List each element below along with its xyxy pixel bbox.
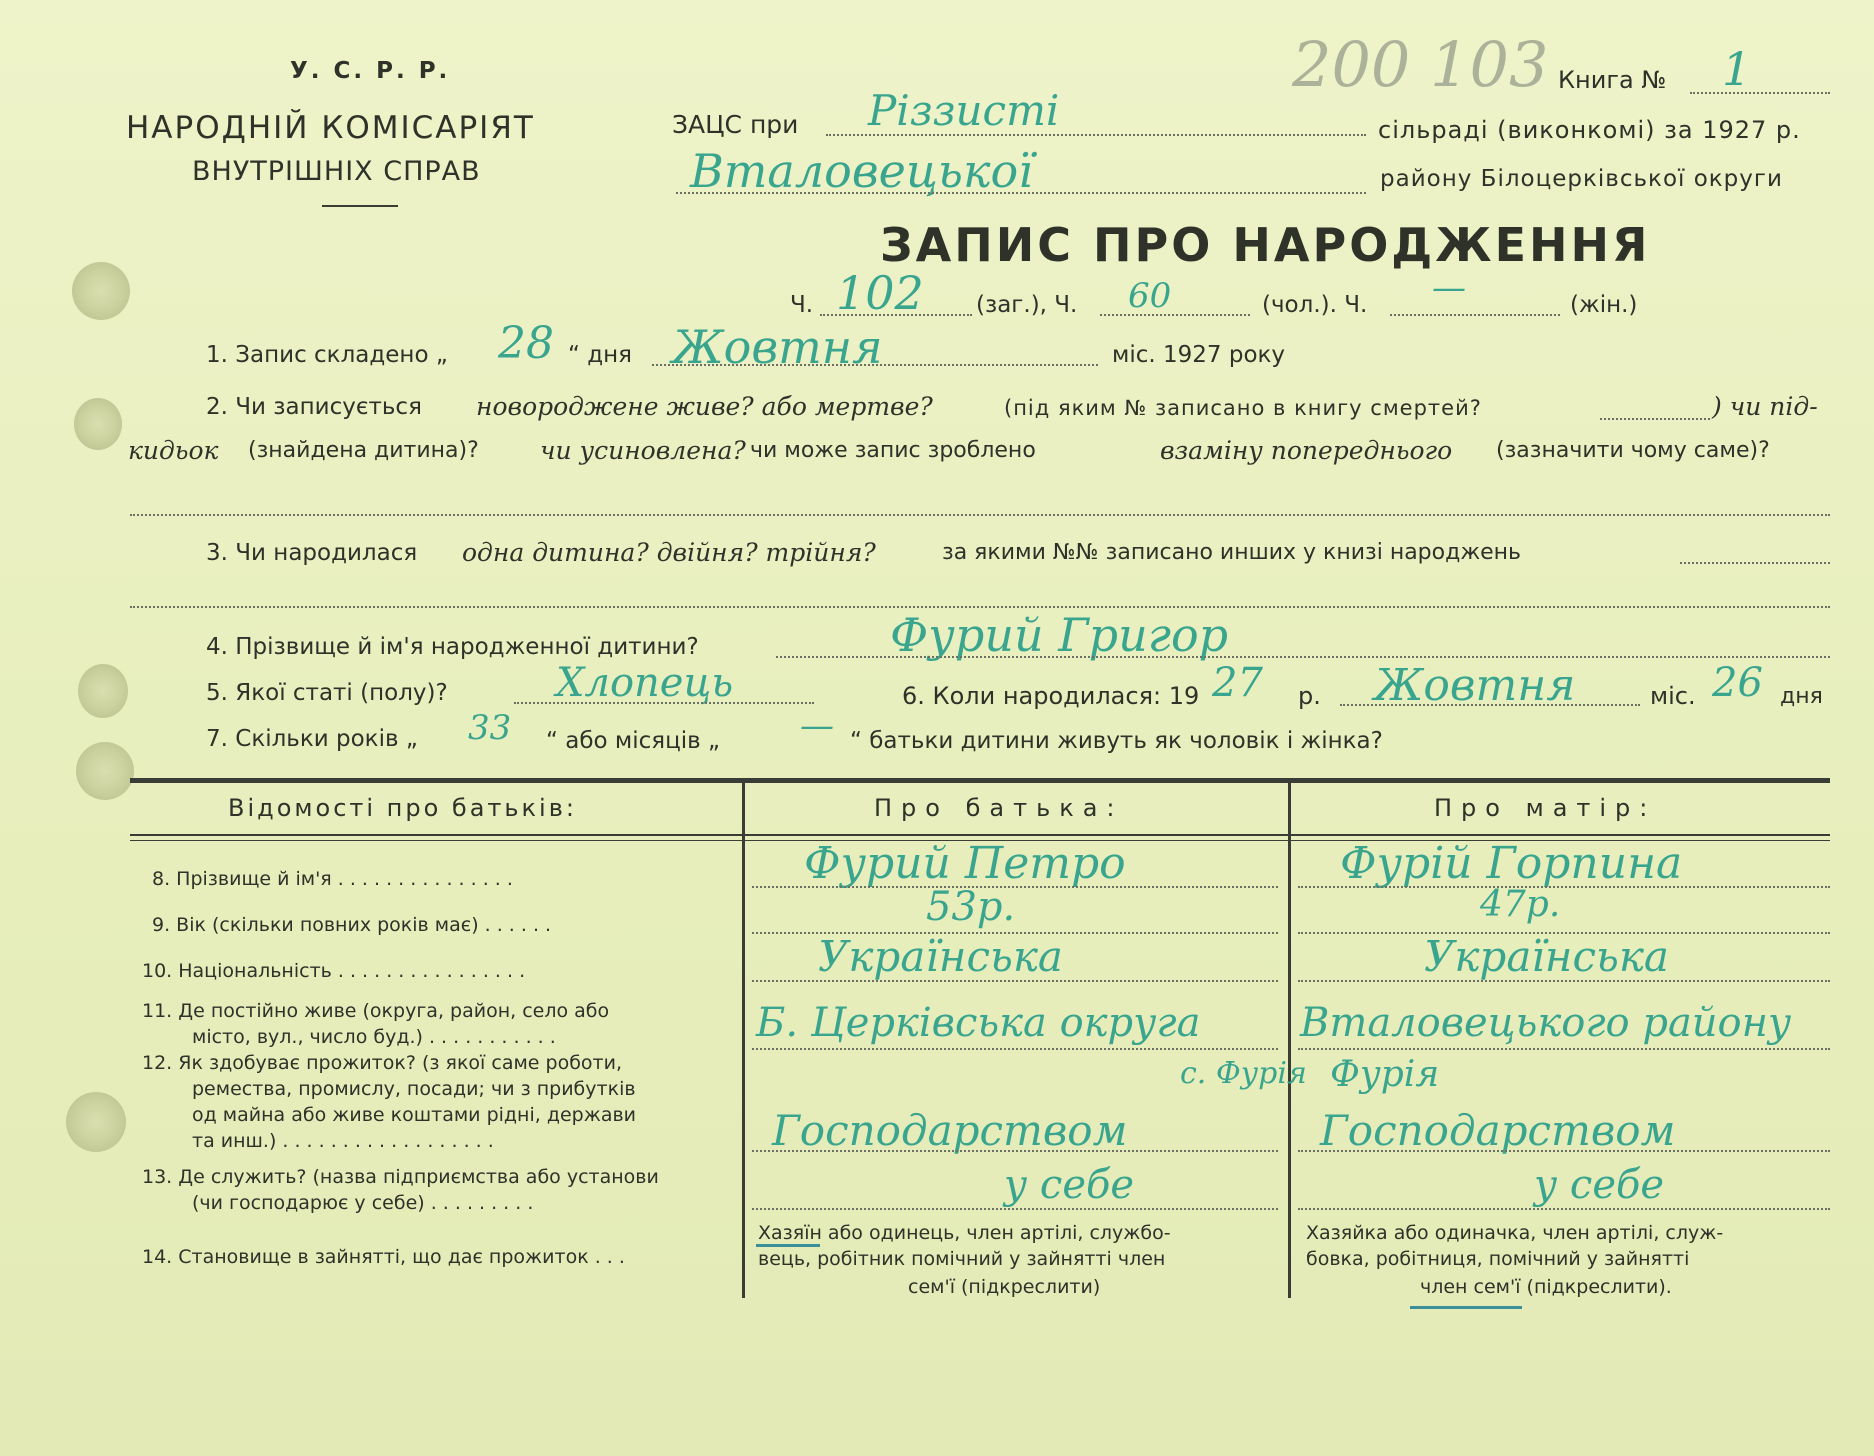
female-label: (жін.) — [1570, 292, 1638, 318]
row8-father: Фурий Петро — [804, 838, 1126, 889]
male-number: 60 — [1128, 276, 1172, 316]
book-line — [1690, 92, 1830, 94]
father-underline — [756, 1244, 820, 1247]
row8-mother: Фурій Горпина — [1340, 838, 1683, 889]
q3-italic: одна дитина? двійня? трійня? — [462, 538, 876, 567]
council-text: сільраді (виконкомі) за 1927 р. — [1378, 116, 1801, 144]
zags-handwritten-2: Вталовецької — [690, 144, 1033, 198]
row12-line-m — [1298, 1150, 1830, 1152]
table-top-rule — [130, 778, 1830, 783]
q3-num: 3. Чи народилася — [206, 540, 418, 566]
q6-text: 6. Коли народилася: 19 — [902, 682, 1200, 710]
row11-label2: місто, вул., число буд.) . . . . . . . . . . . — [192, 1026, 556, 1048]
q2-text-2: (під яким № записано в книгу смертей? — [1004, 396, 1482, 420]
q2-blank-line — [130, 514, 1830, 516]
female-line — [1390, 314, 1560, 316]
row14-label: 14. Становище в зайнятті, що дає прожиток . . . — [142, 1246, 625, 1268]
row9-label: 9. Вік (скільки повних років має) . . . . . . — [152, 914, 552, 936]
male-label: (чол.). Ч. — [1262, 292, 1368, 318]
q2-line2-italic: кидьок — [128, 436, 219, 465]
q4-text: 4. Прізвище й ім'я народженної дитини? — [206, 634, 699, 660]
q2-italic-2: ) чи під- — [1712, 392, 1818, 421]
binding-hole — [66, 1092, 126, 1152]
row14-father-line3: сем'ї (підкреслити) — [908, 1276, 1101, 1298]
binding-hole — [72, 262, 130, 320]
table-col1-header: Відомості про батьків: — [228, 794, 577, 822]
q6-month: Жовтня — [1374, 660, 1576, 711]
book-number: 1 — [1722, 42, 1752, 96]
q7-years: 33 — [468, 708, 512, 748]
row12-label2: ремества, промислу, посади; чи з прибутків — [192, 1078, 636, 1100]
row11-line-f — [752, 1048, 1278, 1050]
row10-line-f — [752, 980, 1278, 982]
page-title: ЗАПИС ПРО НАРОДЖЕННЯ — [880, 218, 1651, 272]
row11-father-village: с. Фурія — [1180, 1056, 1307, 1091]
q6-month-line — [1340, 704, 1640, 706]
row13-mother: у себе — [1534, 1162, 1665, 1208]
row11-mother: Вталовецького району — [1300, 1000, 1792, 1046]
row14-mother-line3: член сем'ї (підкреслити). — [1420, 1276, 1672, 1298]
q1-day: 28 — [498, 318, 554, 369]
binding-hole — [74, 398, 122, 450]
q2-death-line — [1600, 418, 1710, 420]
general-line — [820, 314, 972, 316]
row12-label4: та инш.) . . . . . . . . . . . . . . . . . . — [192, 1130, 494, 1152]
district-text: району Білоцерківської округи — [1380, 166, 1783, 192]
row13-line-f — [752, 1208, 1278, 1210]
row10-mother: Українська — [1424, 932, 1669, 981]
q6-day: 26 — [1712, 660, 1763, 706]
q6-year: 27 — [1212, 660, 1263, 706]
row12-mother: Господарством — [1320, 1106, 1676, 1155]
q5-line — [514, 702, 814, 704]
table-col3-header: Про матір: — [1434, 794, 1657, 822]
row13-father: у себе — [1004, 1162, 1135, 1208]
zags-line-1 — [826, 134, 1366, 136]
q4-value: Фурий Григор — [890, 608, 1229, 662]
q3-line — [1680, 562, 1830, 564]
q2-line2-text2: чи може запис зроблено — [750, 438, 1036, 463]
q1-month: Жовтня — [672, 320, 883, 374]
q6-mis: міс. — [1650, 682, 1696, 710]
row14-mother-line1: Хазяйка або одиначка, член артілі, служ- — [1306, 1222, 1724, 1244]
q7-months: — — [800, 706, 834, 746]
q7-text-b: “ або місяців „ — [546, 728, 720, 754]
q2-line2-italic3: взаміну попереднього — [1160, 436, 1453, 465]
table-col-divider-2 — [1288, 782, 1291, 1298]
row8-label: 8. Прізвище й ім'я . . . . . . . . . . . . . . . — [152, 868, 513, 890]
pencil-number: 200 103 — [1292, 28, 1549, 101]
q3-text: за якими №№ записано инших у книзі народжень — [942, 540, 1522, 565]
male-line — [1100, 314, 1250, 316]
table-header-rule — [130, 834, 1830, 836]
binding-hole — [76, 742, 134, 800]
row8-line-m — [1298, 886, 1830, 888]
q4-line — [776, 656, 1830, 658]
zags-line-2 — [676, 192, 1366, 194]
row12-label3: од майна або живе коштами рідні, держави — [192, 1104, 637, 1126]
q6-r: р. — [1298, 682, 1321, 710]
row10-father: Українська — [818, 932, 1063, 981]
q1-text-c: міс. 1927 року — [1112, 342, 1286, 368]
general-label: (заг.), Ч. — [976, 292, 1078, 318]
q6-dnia: дня — [1780, 684, 1823, 709]
q1-month-line — [652, 364, 1098, 366]
row9-father: 53р. — [926, 884, 1016, 930]
table-col2-header: Про батька: — [874, 794, 1124, 822]
row13-label: 13. Де служить? (назва підприємства або установи — [142, 1166, 659, 1188]
commissariat-line1: НАРОДНІЙ КОМІСАРІЯТ — [126, 110, 535, 146]
q1-text-b: “ дня — [568, 342, 633, 368]
q7-text-a: 7. Скільки років „ — [206, 726, 418, 752]
book-label: Книга № — [1558, 66, 1667, 94]
row12-line-f — [752, 1150, 1278, 1152]
q7-text-c: “ батьки дитини живуть як чоловік і жінка? — [850, 728, 1383, 754]
row10-line-m — [1298, 980, 1830, 982]
q5-text: 5. Якої статі (полу)? — [206, 680, 448, 706]
general-number: 102 — [836, 266, 924, 320]
ch-label: Ч. — [790, 292, 814, 318]
table-col-divider-1 — [742, 782, 745, 1298]
zags-label: ЗАЦС при — [672, 110, 799, 139]
binding-hole — [78, 664, 128, 718]
mother-underline — [1410, 1306, 1522, 1309]
row14-father-line1: Хазяїн або одинець, член артілі, службо- — [758, 1222, 1171, 1244]
row9-mother: 47р. — [1480, 884, 1561, 925]
usrr-label: У. С. Р. Р. — [290, 58, 451, 84]
row14-father-line2: вець, робітник помічний у зайнятті член — [758, 1248, 1166, 1270]
row11-father: Б. Церківська округа — [756, 1000, 1201, 1046]
q5-value: Хлопець — [556, 660, 734, 706]
divider — [322, 205, 398, 207]
row11-label: 11. Де постійно живе (округа, район, село або — [142, 1000, 610, 1022]
q2-italic-1: новороджене живе? або мертве? — [476, 392, 933, 421]
row11-mother-village: Фурія — [1330, 1054, 1440, 1095]
commissariat-line2: ВНУТРІШНІХ СПРАВ — [192, 156, 481, 187]
row10-label: 10. Національність . . . . . . . . . . . . . . . . — [142, 960, 526, 982]
zags-handwritten-1: Різзисті — [868, 86, 1060, 135]
row13-line-m — [1298, 1208, 1830, 1210]
q2-num: 2. Чи записується — [206, 394, 422, 420]
female-number: — — [1432, 268, 1466, 308]
q2-line2-text1: (знайдена дитина)? — [248, 438, 479, 463]
row11-line-m — [1298, 1048, 1830, 1050]
row12-label: 12. Як здобуває прожиток? (з якої саме роботи, — [142, 1052, 623, 1074]
q2-line2-text3: (зазначити чому саме)? — [1496, 438, 1770, 463]
row14-mother-line2: бовка, робітниця, помічний у зайнятті — [1306, 1248, 1690, 1270]
row13-label2: (чи господарює у себе) . . . . . . . . . — [192, 1192, 534, 1214]
q1-text-a: 1. Запис складено „ — [206, 342, 448, 368]
row12-father: Господарством — [772, 1106, 1128, 1155]
q2-line2-italic2: чи усиновлена? — [540, 436, 746, 465]
